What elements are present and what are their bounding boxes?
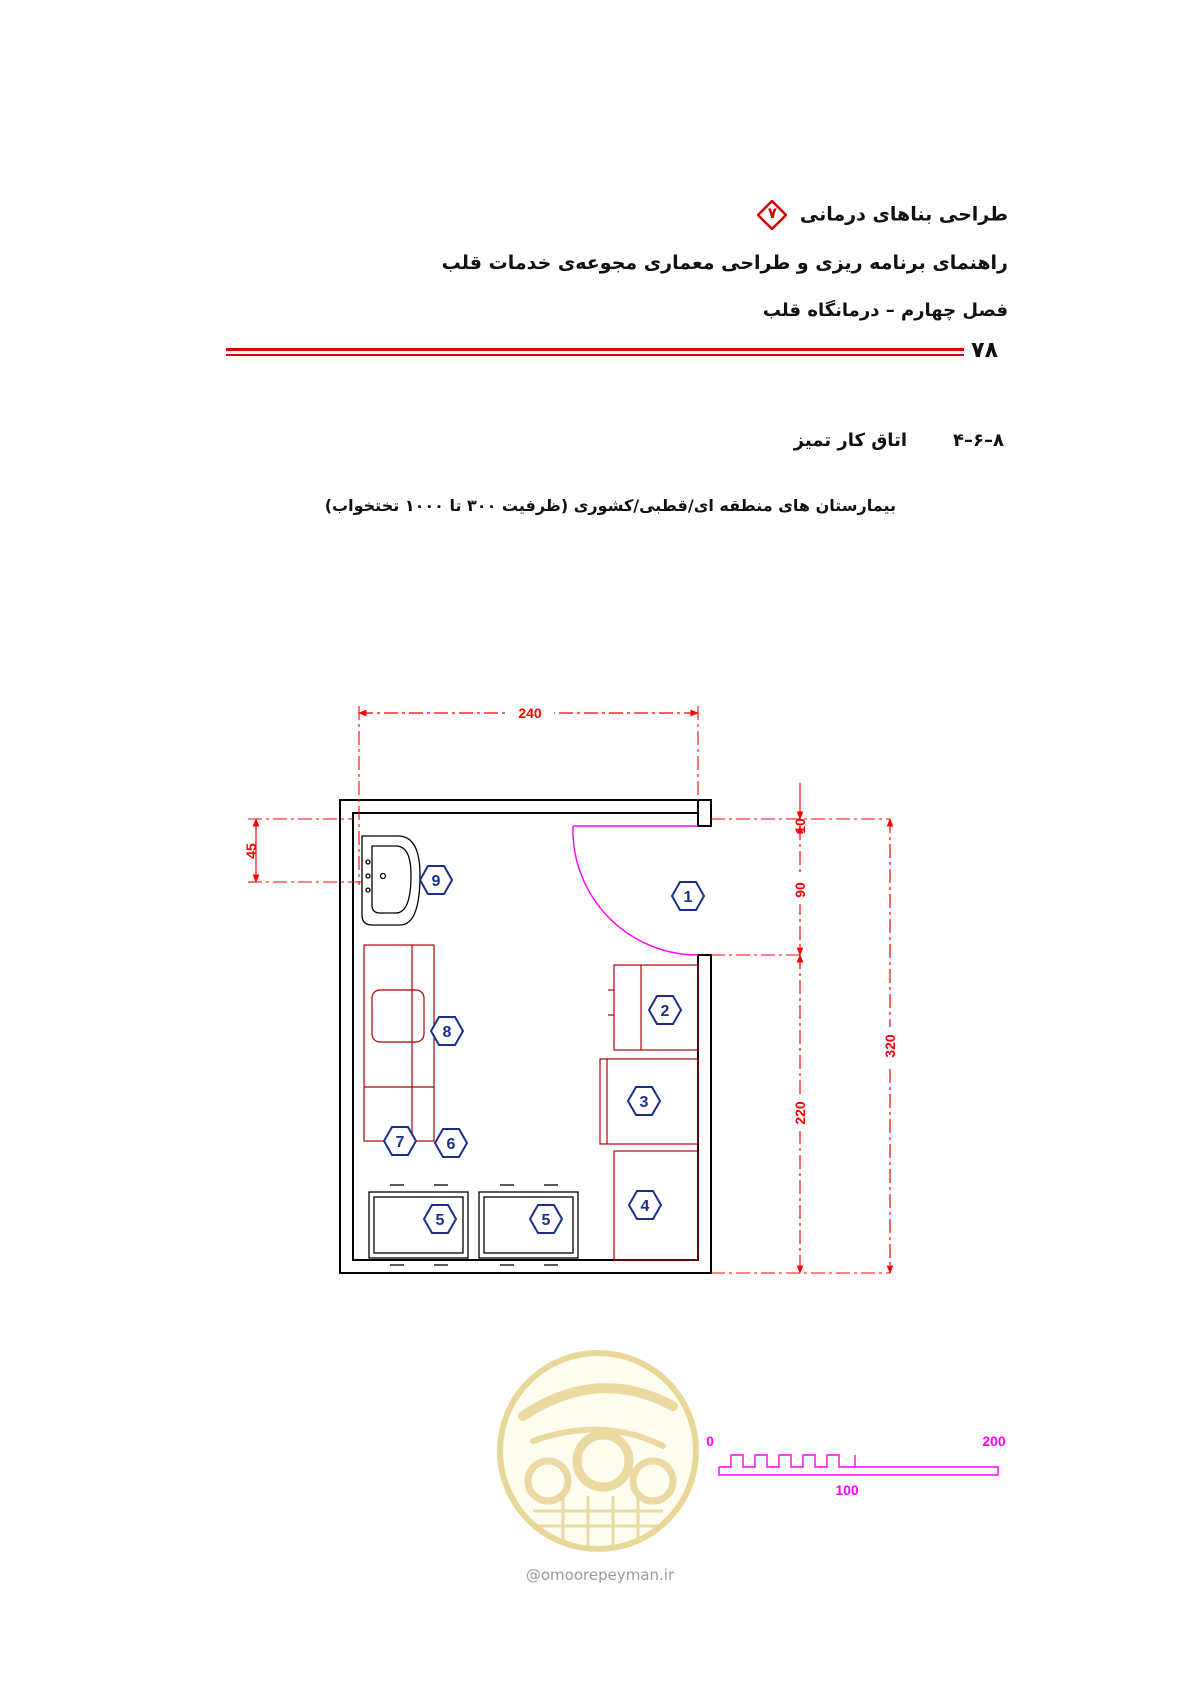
dim-45: 45 (243, 843, 259, 859)
tag-1 (672, 882, 704, 910)
tag-5b-label: 5 (541, 1212, 551, 1229)
book-title: طراحی بناهای درمانی (799, 203, 1008, 226)
scale-middle: 100 (835, 1482, 859, 1498)
tag-5a-label: 5 (435, 1212, 445, 1229)
tag-4-label: 4 (640, 1198, 650, 1215)
tag-3-label: 3 (639, 1094, 649, 1111)
scale-bar-labels (706, 1433, 1006, 1498)
page-number: ۷۸ (971, 338, 998, 363)
dim-220: 220 (792, 1101, 808, 1125)
book-subtitle: راهنمای برنامه ریزی و طراحی معماری مجوعه‌ی خدمات قلب (441, 252, 1008, 274)
dim-240: 240 (518, 705, 542, 721)
dim-10: 10 (792, 818, 808, 834)
tag-2 (649, 996, 681, 1024)
chapter-title: فصل چهارم – درمانگاه قلب (762, 300, 1008, 321)
tag-4 (629, 1191, 661, 1219)
tag-7 (384, 1127, 416, 1155)
tag-5b (530, 1205, 562, 1233)
scale-bar (719, 1455, 998, 1475)
tag-5a (424, 1205, 456, 1233)
tag-6-label: 6 (446, 1136, 456, 1153)
dimension-lines (248, 706, 890, 1273)
tag-3 (628, 1087, 660, 1115)
trolley-right (479, 1185, 578, 1265)
section-number: ۸–۶–۴ (953, 430, 1004, 451)
tag-7-label: 7 (395, 1134, 405, 1151)
sink-fixture (362, 836, 420, 925)
section-title: اتاق کار تمیز (793, 430, 907, 451)
dim-320: 320 (882, 1034, 898, 1058)
watermark-site: @omoorepeyman.ir (525, 1566, 675, 1584)
volume-number: ۷ (767, 204, 777, 222)
tag-8 (431, 1017, 463, 1045)
tag-1-label: 1 (683, 889, 693, 906)
dim-90: 90 (792, 882, 808, 898)
tag-8-label: 8 (442, 1024, 452, 1041)
tag-2-label: 2 (660, 1003, 670, 1020)
tag-9-label: 9 (431, 873, 441, 890)
tag-9 (420, 866, 452, 894)
dimension-arrows (256, 713, 890, 1273)
scale-end: 200 (982, 1433, 1006, 1449)
tag-6 (435, 1129, 467, 1157)
scale-start: 0 (706, 1433, 714, 1449)
counter-unit (364, 945, 434, 1141)
watermark-logo (493, 1346, 703, 1556)
section-subtitle: بیمارستان های منطقه ای/قطبی/کشوری (ظرفیت ۳۰۰ تا ۱۰۰۰ تختخواب) (324, 496, 896, 515)
